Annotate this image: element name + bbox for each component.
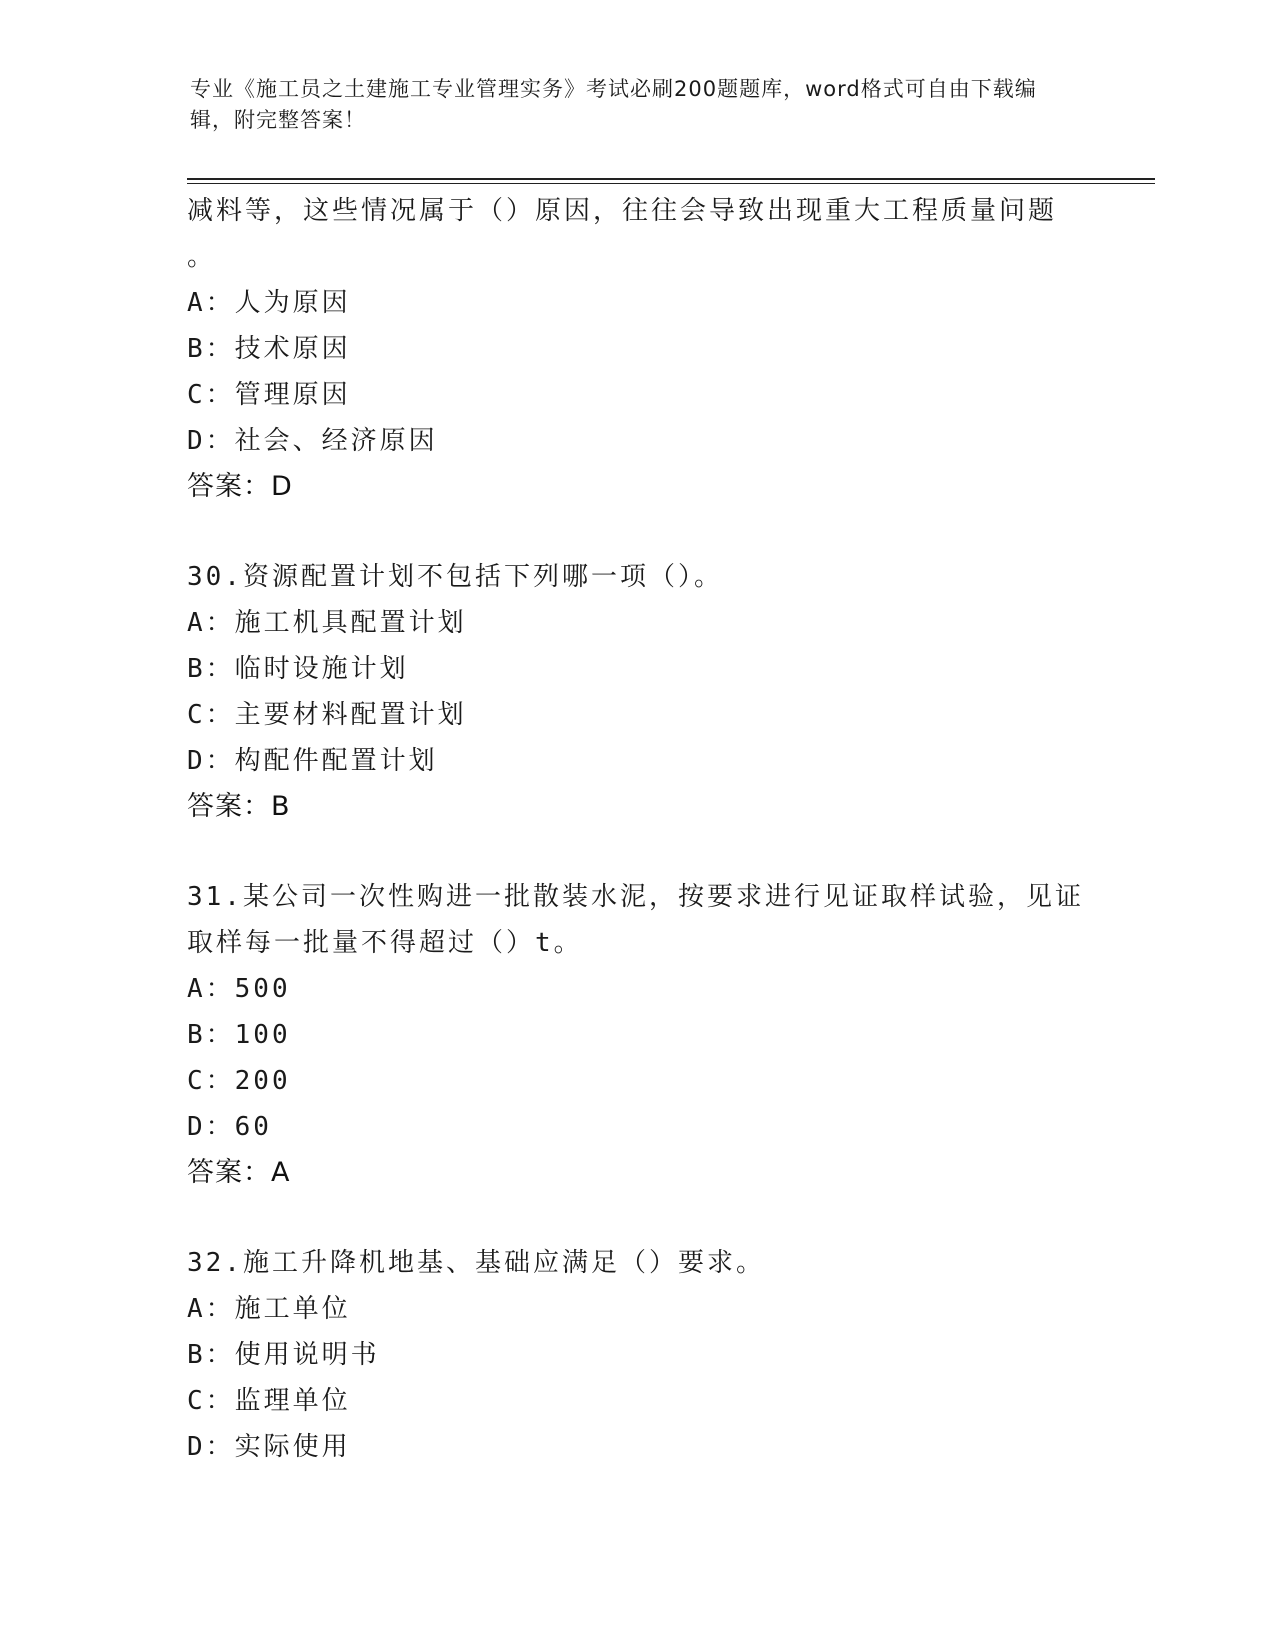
answer-line: 答案：B [187, 791, 291, 822]
document-header: 专业《施工员之土建施工专业管理实务》考试必刷200题题库，word格式可自由下载编辑，附完整答案！ [190, 77, 1037, 132]
spacer [187, 510, 1087, 554]
question-stem-continued: 。 [187, 242, 217, 272]
question-31 [187, 874, 1087, 1196]
question-32 [187, 1240, 1087, 1470]
header-divider-thick [187, 178, 1155, 180]
question-stem: 32.施工升降机地基、基础应满足（）要求。 [187, 1248, 765, 1278]
spacer [187, 830, 1087, 874]
option-d: D：社会、经济原因 [187, 426, 438, 456]
answer-line: 答案：D [187, 471, 293, 502]
option-b: B：技术原因 [187, 334, 351, 364]
question-stem-continued: 取样每一批量不得超过（）t。 [187, 928, 583, 958]
header-divider-thin [187, 183, 1155, 184]
option-d: D：60 [187, 1112, 272, 1142]
question-stem: 减料等，这些情况属于（）原因，往往会导致出现重大工程质量问题 [187, 196, 1058, 226]
option-b: B：使用说明书 [187, 1340, 380, 1370]
question-30 [187, 554, 1087, 830]
option-a: A：500 [187, 974, 291, 1004]
option-d: D：实际使用 [187, 1432, 351, 1462]
option-b: B：100 [187, 1020, 291, 1050]
option-c: C：管理原因 [187, 380, 351, 410]
option-c: C：200 [187, 1066, 291, 1096]
option-b: B：临时设施计划 [187, 654, 409, 684]
question-stem: 30.资源配置计划不包括下列哪一项（）。 [187, 562, 723, 592]
option-a: A：施工单位 [187, 1294, 351, 1324]
spacer [187, 1196, 1087, 1240]
question-29-continued [187, 188, 1087, 510]
answer-line: 答案：A [187, 1157, 291, 1188]
option-a: A：施工机具配置计划 [187, 608, 467, 638]
option-d: D：构配件配置计划 [187, 746, 438, 776]
option-a: A：人为原因 [187, 288, 351, 318]
option-c: C：主要材料配置计划 [187, 700, 467, 730]
question-stem: 31.某公司一次性购进一批散装水泥，按要求进行见证取样试验，见证 [187, 882, 1084, 912]
option-c: C：监理单位 [187, 1386, 351, 1416]
question-list [187, 188, 1087, 1470]
